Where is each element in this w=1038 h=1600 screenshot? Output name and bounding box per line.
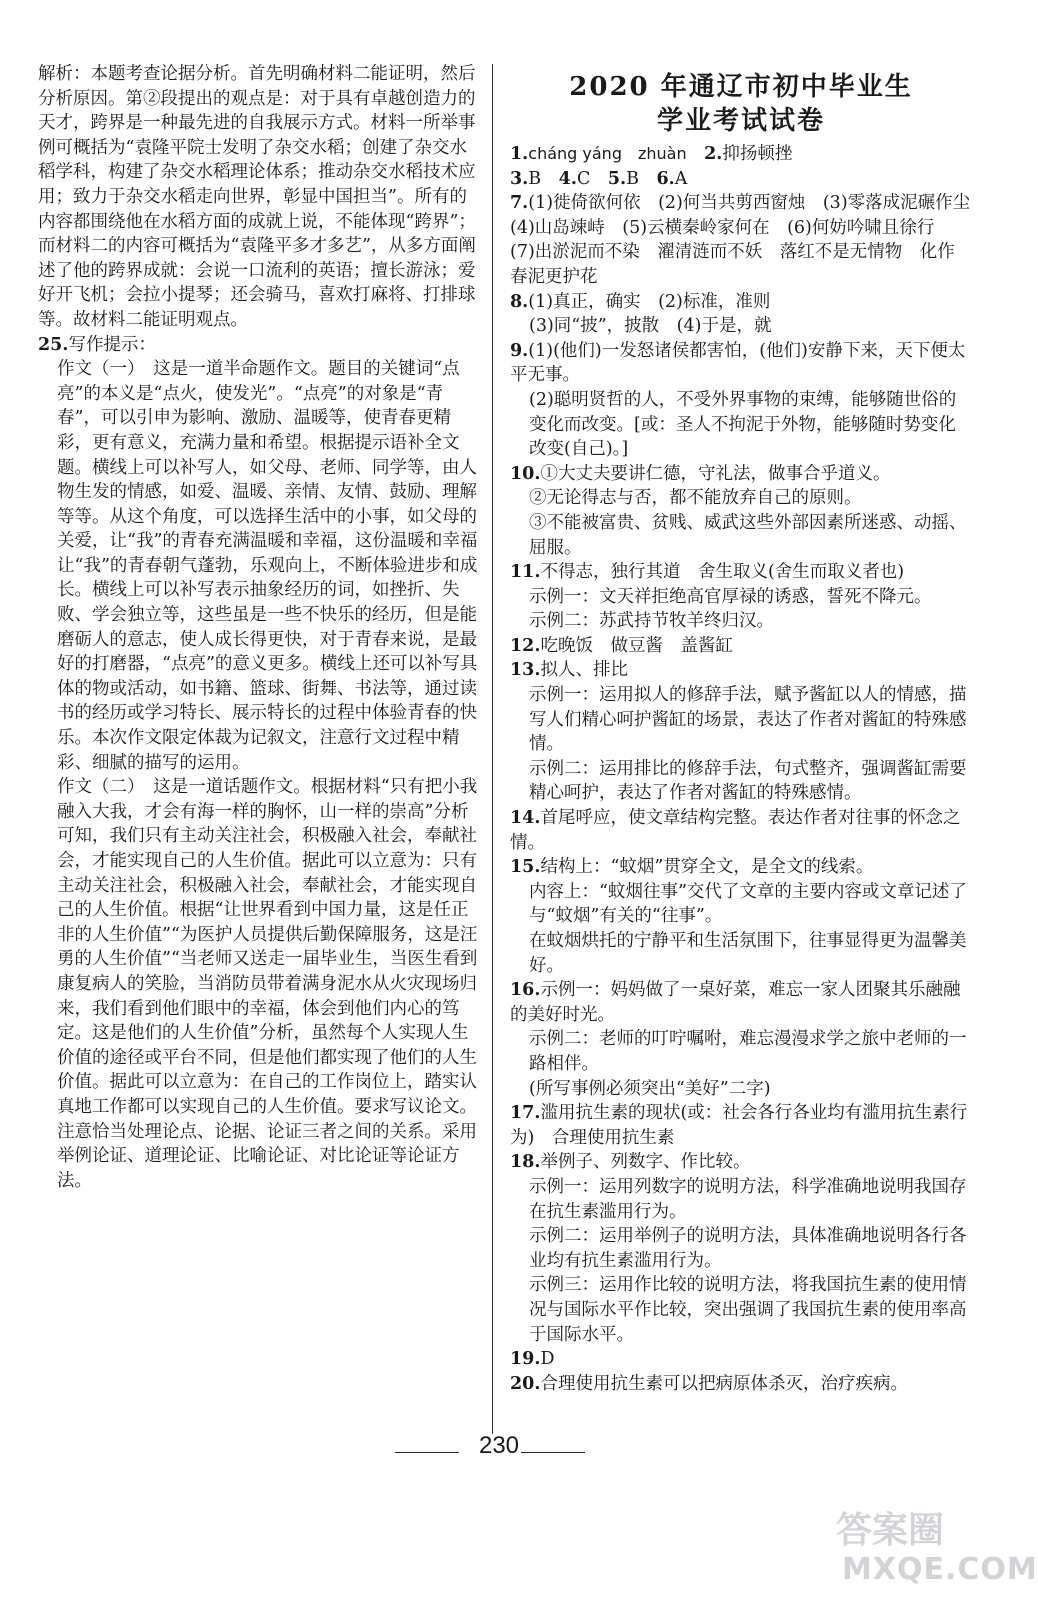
q9-number: 9. bbox=[510, 340, 529, 361]
watermark-logo bbox=[830, 1500, 1038, 1596]
q17-number: 17. bbox=[510, 1103, 541, 1124]
q25-heading: 写作提示： bbox=[68, 334, 156, 355]
q15 bbox=[510, 855, 972, 880]
q6-number: 6. bbox=[656, 168, 675, 189]
watermark-text: 答案圈 bbox=[836, 1510, 945, 1551]
watermark-url: MXQE.COM bbox=[842, 1552, 1038, 1587]
q10-line: ②无论得志与否，都不能放弃自己的原则。 bbox=[529, 488, 862, 509]
q14-answer: 首尾呼应，使文章结构完整。表达作者对往事的怀念之情。 bbox=[510, 808, 961, 853]
q15-line: 结构上：“蚊烟”贯穿全文，是全文的线索。 bbox=[540, 857, 874, 878]
q13-number: 13. bbox=[510, 660, 541, 681]
q9-line: (2)聪明贤哲的人，不受外界事物的束缚，能够随世俗的变化而改变。[或：圣人不拘泥于外物，能够随时势变化改变(自己)。] bbox=[529, 389, 957, 460]
q14-number: 14. bbox=[510, 808, 541, 829]
q14 bbox=[510, 806, 972, 855]
left-column bbox=[38, 62, 478, 1193]
q16 bbox=[510, 978, 972, 1027]
column-divider bbox=[492, 64, 493, 1434]
q8 bbox=[510, 290, 972, 315]
q15-number: 15. bbox=[510, 857, 541, 878]
footer-rule-right bbox=[521, 1452, 585, 1453]
q10-line: ①大丈夫要讲仁德，守礼法，做事合乎道义。 bbox=[540, 463, 891, 484]
q9-line: (1)(他们)一发怒诸侯都害怕，(他们)安静下来，天下便太平无事。 bbox=[510, 340, 966, 386]
q7-answer: (1)徙倚欲何依 (2)何当共剪西窗烛 (3)零落成泥碾作尘 (4)山岛竦峙 (5)云横秦岭家何在 (6)何妨吟啸且徐行 (7)出淤泥而不染 濯清涟而不妖 落红不是无情物 化作春泥更护花 bbox=[510, 193, 988, 287]
q11-line: 不得志，独行其道 舍生取义(舍生而取义者也) bbox=[540, 562, 905, 583]
q11-number: 11. bbox=[510, 562, 541, 583]
answer-row-3-6 bbox=[510, 167, 972, 192]
q2-number: 2. bbox=[704, 144, 723, 164]
exam-title-line2: 学业考试试卷 bbox=[656, 106, 825, 136]
q1-number: 1. bbox=[510, 144, 529, 164]
page-number: 230 bbox=[478, 1432, 520, 1459]
q25-essay-1: 作文（一） 这是一道半命题作文。题目的关键词“点亮”的本义是“点火，使发光”。“点亮”的对象是“青春”，可以引申为影响、激励、温暖等，使青春更精彩，更有意义，充满力量和希望。根据提示语补全文题。横线上可以补写人，如父母、老师、同学等，由人物生发的情感，如爱、温暖、亲情、友情、鼓励、理解等等。从这个角度，可以选择生活中的小事，如父母的关爱，让“我”的青春充满温暖和幸福，这份温暖和幸福让“我”的青春朝气蓬勃，乐观向上，不断体验进步和成长。横线上可以补写表示抽象经历的词，如挫折、失败、学会独立等，这些虽是一些不快乐的经历，但是能磨砺人的意志，使人成长得更快，对于青春来说，是最好的打磨器，“点亮”的意义更多。横线上还可以补写具体的物或活动，如书籍、篮球、街舞、书法等，通过读书的经历或学习特长、展示特长的过程中体验青春的快乐。本次作文限定体裁为记叙文，注意行文过程中精彩、细腻的描写的运用。 bbox=[57, 359, 478, 773]
q25-number: 25. bbox=[38, 334, 69, 355]
q18-line: 示例二：运用举例子的说明方法，具体准确地说明各行各业均有抗生素滥用行为。 bbox=[529, 1226, 967, 1271]
q16-line: (所写事例必须突出“美好”二字) bbox=[529, 1078, 771, 1099]
q20 bbox=[510, 1372, 972, 1397]
q13 bbox=[510, 658, 972, 683]
q7-number: 7. bbox=[510, 193, 529, 214]
q19 bbox=[510, 1347, 972, 1372]
q2-answer: 抑扬顿挫 bbox=[722, 144, 793, 164]
q16-number: 16. bbox=[510, 980, 541, 1001]
footer-rule-left bbox=[395, 1452, 459, 1453]
q18 bbox=[510, 1150, 972, 1175]
exam-title-line1: 2020 年通辽市初中毕业生 bbox=[569, 72, 913, 102]
q16-line: 示例二：老师的叮咛嘱咐，难忘漫漫求学之旅中老师的一路相伴。 bbox=[529, 1029, 967, 1074]
q8-line: (1)真正，确实 (2)标准，准则 bbox=[528, 291, 771, 312]
q8-line: (3)同“披”，披散 (4)于是，就 bbox=[529, 316, 772, 337]
q12-number: 12. bbox=[510, 635, 541, 656]
q18-line: 示例三：运用作比较的说明方法，将我国抗生素的使用情况与国际水平作比较，突出强调了我国抗生素的使用率高于国际水平。 bbox=[529, 1275, 967, 1345]
q12 bbox=[510, 634, 972, 659]
page-footer bbox=[0, 1432, 996, 1466]
q8-number: 8. bbox=[510, 291, 529, 312]
q17 bbox=[510, 1101, 972, 1150]
q20-answer: 合理使用抗生素可以把病原体杀灭，治疗疾病。 bbox=[540, 1373, 908, 1394]
exam-title bbox=[510, 70, 972, 138]
q16-line: 示例一：妈妈做了一桌好菜，难忘一家人团聚其乐融融的美好时光。 bbox=[510, 980, 961, 1025]
q19-number: 19. bbox=[510, 1349, 541, 1370]
q20-number: 20. bbox=[510, 1373, 541, 1394]
q18-number: 18. bbox=[510, 1152, 541, 1173]
q15-line: 在蚊烟烘托的宁静平和生活氛围下，往事显得更为温馨美好。 bbox=[529, 931, 967, 976]
q4-answer: C bbox=[576, 168, 591, 189]
q6-answer: A bbox=[674, 168, 688, 189]
q13-line: 拟人、排比 bbox=[540, 660, 628, 681]
right-column bbox=[510, 62, 988, 1396]
q10 bbox=[510, 462, 972, 487]
q13-line: 示例二：运用排比的修辞手法，句式整齐，强调酱缸需要精心呵护，表达了作者对酱缸的特殊感情。 bbox=[529, 758, 967, 804]
q18-line: 举例子、列数字、作比较。 bbox=[540, 1152, 751, 1173]
q11-line: 示例二：苏武持节牧羊终归汉。 bbox=[529, 611, 774, 632]
q1-answer: cháng yáng zhuàn bbox=[528, 144, 687, 163]
q3-number: 3. bbox=[510, 168, 529, 189]
q25-essay-2: 作文（二） 这是一道话题作文。根据材料“只有把小我融入大我，才会有海一样的胸怀，山一样的崇高”分析可知，我们只有主动关注社会，积极融入社会，奉献社会，才能实现自己的人生价值。据此可以立意为：只有主动关注社会，积极融入社会，奉献社会，才能实现自己的人生价值。根据“让世界看到中国力量，这是任正非的人生价值”“为医护人员提供后勤保障服务，这是汪勇的人生价值”“当老师又送走一届毕业生，当医生看到康复病人的笑脸，当消防员带着满身泥水从火灾现场归来，我们看到他们眼中的幸福，体会到他们内心的笃定。这是他们的人生价值”分析，虽然每个人实现人生价值的途径或平台不同，但是他们都实现了他们的人生价值。据此可以立意为：在自己的工作岗位上，踏实认真地工作都可以实现自己的人生价值。要求写议论文。注意恰当处理论点、论据、论证三者之间的关系。采用举例论证、道理论证、比喻论证、对比论证等论证方法。 bbox=[57, 777, 478, 1191]
q25-header bbox=[38, 333, 478, 358]
q24-analysis: 解析：本题考查论据分析。首先明确材料二能证明，然后分析原因。第②段提出的观点是：对于具有卓越创造力的天才，跨界是一种最先进的自我展示方式。材料一所举事例可概括为“袁隆平院士发明了杂交水稻；创建了杂交水稻学科，构建了杂交水稻理论体系；推动杂交水稻技术应用；致力于杂交水稻走向世界，彰显中国担当”。所有的内容都围绕他在水稻方面的成就上说，不能体现“跨界”；而材料二的内容可概括为“袁隆平多才多艺”，从多方面阐述了他的跨界成就：会说一口流利的英语；擅长游泳；爱好开飞机；会拉小提琴；还会骑马，喜欢打麻将、打排球等。故材料二能证明观点。 bbox=[38, 64, 476, 330]
q18-line: 示例一：运用列数字的说明方法，科学准确地说明我国存在抗生素滥用行为。 bbox=[529, 1176, 967, 1222]
q9 bbox=[510, 339, 972, 388]
q17-answer: 滥用抗生素的现状(或：社会各行各业均有滥用抗生素行为) 合理使用抗生素 bbox=[510, 1103, 968, 1148]
q5-number: 5. bbox=[607, 168, 627, 189]
q5-answer: B bbox=[626, 168, 639, 189]
q10-line: ③不能被富贵、贫贱、威武这些外部因素所迷惑、动摇、屈服。 bbox=[529, 512, 967, 558]
q12-answer: 吃晚饭 做豆酱 盖酱缸 bbox=[540, 635, 733, 656]
q19-answer: D bbox=[540, 1349, 555, 1370]
answer-row-1-2 bbox=[510, 142, 972, 167]
q11-line: 示例一：文天祥拒绝高官厚禄的诱惑，誓死不降元。 bbox=[529, 586, 932, 607]
q3-answer: B bbox=[528, 168, 542, 189]
q11 bbox=[510, 560, 972, 585]
q13-line: 示例一：运用拟人的修辞手法，赋予酱缸以人的情感，描写人们精心呵护酱缸的场景，表达了作者对酱缸的特殊感情。 bbox=[529, 685, 967, 755]
q10-number: 10. bbox=[510, 463, 541, 484]
q4-number: 4. bbox=[558, 168, 577, 189]
q7 bbox=[510, 191, 988, 289]
q15-line: 内容上：“蚊烟往事”交代了文章的主要内容或文章记述了与“蚊烟”有关的“往事”。 bbox=[529, 881, 967, 927]
